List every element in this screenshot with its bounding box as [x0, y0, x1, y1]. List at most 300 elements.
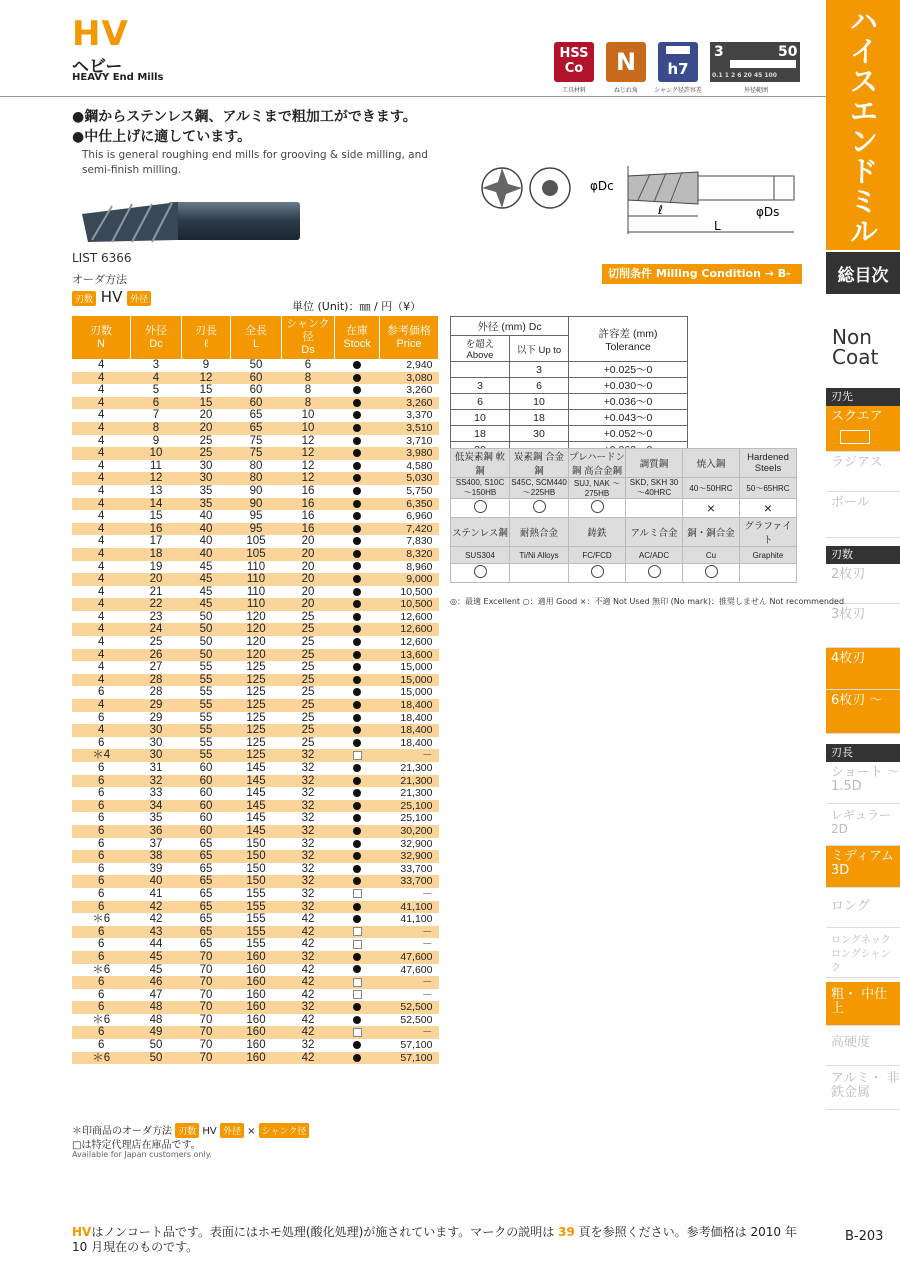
- cell-price: －: [380, 1026, 439, 1039]
- cell-flutes: 6: [72, 1026, 131, 1039]
- cell-shank: 20: [301, 535, 315, 548]
- material-name: アルミ合金: [626, 518, 683, 547]
- cell-flutes: 6: [72, 901, 131, 914]
- cell-stock: [335, 964, 380, 977]
- cell-flute-length: 60: [182, 800, 231, 813]
- cell-diameter: 39: [149, 862, 163, 875]
- material-name: 炭素鋼 合金鋼: [510, 449, 569, 478]
- cell-overall-length: 110: [246, 560, 266, 573]
- material-spec: SKD, SKH 30～40HRC: [626, 478, 683, 499]
- tolerance-row: [451, 426, 688, 442]
- cell-price: 30,200: [380, 825, 439, 838]
- cell-diameter: 48: [149, 1013, 163, 1026]
- cell-flute-length: 50: [199, 610, 213, 623]
- cell-stock: [335, 1001, 380, 1014]
- sidebar-item-medium[interactable]: [826, 846, 900, 888]
- cell-overall-length: 75: [249, 434, 263, 447]
- cell-shank: 42: [301, 938, 315, 951]
- material-suitability: [683, 564, 740, 583]
- cell-flute-length: 9: [202, 359, 210, 371]
- material-mark-row: [451, 499, 797, 518]
- sidebar-item-aluminum[interactable]: [826, 1066, 900, 1110]
- order-code: [72, 288, 151, 306]
- cell-shank: 42: [282, 976, 335, 989]
- col-en: Stock: [343, 337, 371, 350]
- cell-overall-length: 95: [249, 510, 263, 523]
- cell-stock: [335, 510, 380, 523]
- table-row: [72, 800, 439, 813]
- cell-overall-length: 160: [231, 951, 282, 964]
- table-row: [72, 384, 439, 397]
- cell-flute-length: 65: [182, 850, 231, 863]
- sidebar-item-label: ボール: [831, 495, 870, 510]
- sidebar-section-length: 刃長: [826, 744, 900, 762]
- table-row: [72, 787, 439, 800]
- cell-diameter: 20: [131, 573, 182, 586]
- cell-price: 41,100: [400, 913, 433, 926]
- sidebar-item-3-flute[interactable]: [826, 604, 900, 648]
- cell-flutes: 6: [98, 787, 105, 800]
- cell-shank: 42: [282, 1052, 335, 1065]
- cell-flutes: 6: [72, 800, 131, 813]
- cell-shank: 25: [301, 736, 315, 749]
- sidebar-item-regular[interactable]: [826, 804, 900, 846]
- cell-stock: [335, 825, 380, 838]
- cell-overall-length: 125: [246, 661, 266, 674]
- sidebar-item-label: 6枚刃 ～: [831, 693, 883, 708]
- table-row: [72, 397, 439, 410]
- table-row: [72, 535, 439, 548]
- table-row: [72, 712, 439, 725]
- col-jp: シャンク径: [286, 318, 330, 343]
- table-row: [72, 724, 439, 737]
- sidebar-item-radius[interactable]: [826, 452, 900, 492]
- cell-price: 7,420: [380, 523, 439, 536]
- cell-shank: 25: [301, 610, 315, 623]
- cell-diameter: 30: [131, 724, 182, 737]
- table-row: [72, 913, 439, 926]
- bottom-text-1: はノンコート品です。表面にはホモ処理(酸化処理)が施されています。マークの説明は: [91, 1225, 555, 1239]
- cell-shank: 32: [301, 887, 315, 900]
- table-row: [72, 510, 439, 523]
- cell-shank: 10: [301, 409, 315, 422]
- cell-stock: [335, 901, 380, 914]
- cell-flutes: 6: [72, 926, 131, 939]
- cell-diameter: 48: [131, 1001, 182, 1014]
- cell-diameter: 32: [131, 775, 182, 788]
- agent-stock-icon: [353, 990, 362, 999]
- cell-stock: [335, 976, 380, 989]
- col-flute-length: [182, 316, 231, 359]
- cell-diameter: 11: [150, 459, 162, 472]
- cell-flutes: ＊4: [72, 749, 131, 762]
- general-index-link[interactable]: 総目次: [826, 252, 900, 294]
- good-icon: [705, 565, 718, 578]
- cell-stock: [335, 1052, 380, 1065]
- cell-flute-length: 70: [182, 976, 231, 989]
- material-spec: SUS304: [451, 547, 510, 564]
- cell-flute-length: 40: [199, 535, 213, 548]
- product-kana: ヘビー: [72, 57, 123, 77]
- cell-flute-length: 30: [182, 472, 231, 485]
- cell-flute-length: 60: [199, 812, 213, 825]
- cell-shank: 42: [301, 1013, 315, 1026]
- cell-price: －: [422, 938, 433, 951]
- sidebar-item-6-flute[interactable]: [826, 690, 900, 734]
- cell-flutes: 6: [72, 775, 131, 788]
- product-table: [72, 316, 439, 1064]
- table-row: [72, 888, 439, 901]
- cell-diameter: 15: [149, 510, 163, 523]
- cell-diameter: 6: [131, 397, 182, 410]
- cell-shank: 32: [282, 775, 335, 788]
- cell-diameter: 49: [131, 1026, 182, 1039]
- col-jp: 刃数: [90, 324, 112, 337]
- order-method-label: オーダ方法: [72, 273, 127, 286]
- bottom-note: [72, 1225, 812, 1255]
- cell-overall-length: 125: [231, 749, 282, 762]
- cell-price: 21,300: [400, 762, 433, 774]
- cell-diameter: 3: [152, 359, 160, 371]
- cell-price: 47,600: [400, 963, 433, 976]
- cell-shank: 8: [304, 384, 312, 397]
- sidebar-item-label: 高硬度: [831, 1035, 871, 1050]
- cell-overall-length: 155: [246, 913, 266, 926]
- badge-caption: シャンク径許容差: [654, 87, 702, 94]
- tol-above: 18: [451, 426, 510, 442]
- cell-overall-length: 80: [249, 459, 263, 472]
- cell-price: －: [422, 887, 433, 900]
- in-stock-icon: [353, 437, 361, 445]
- cell-flute-length: 55: [199, 711, 213, 724]
- cell-diameter: 25: [149, 636, 163, 649]
- cell-overall-length: 155: [231, 901, 282, 914]
- order-chip-flutes: 刃数: [175, 1123, 199, 1138]
- cell-diameter: 26: [131, 649, 182, 662]
- cell-flute-length: 12: [182, 372, 231, 385]
- cell-price: 6,960: [406, 510, 433, 523]
- in-stock-icon: [353, 487, 361, 495]
- in-stock-icon: [353, 840, 361, 848]
- col-jp: 参考価格: [387, 324, 431, 337]
- col-shank-dia: [282, 316, 335, 359]
- cell-shank: 32: [301, 812, 315, 825]
- col-overall-length: [231, 316, 282, 359]
- cell-flutes: 6: [72, 1001, 131, 1014]
- cell-diameter: 16: [131, 523, 182, 536]
- cell-flute-length: 65: [199, 862, 213, 875]
- cell-diameter: 5: [152, 384, 160, 397]
- cell-flute-length: 65: [199, 938, 213, 951]
- material-sub-row: [451, 547, 797, 564]
- cell-stock: [335, 435, 380, 448]
- table-row: [72, 611, 439, 624]
- tolerance-row: [451, 378, 688, 394]
- sidebar-item-label: 3枚刃: [831, 607, 866, 622]
- material-suitability: [626, 499, 683, 518]
- cell-flutes: ＊6: [72, 1052, 131, 1065]
- cell-overall-length: 125: [246, 686, 266, 699]
- cell-stock: [335, 800, 380, 813]
- material-mark-row: [451, 564, 797, 583]
- cell-flutes: 4: [98, 636, 105, 649]
- cell-diameter: 27: [149, 661, 163, 674]
- scale-caption: 外径範囲: [743, 87, 768, 94]
- cell-price: 12,600: [400, 636, 433, 649]
- cell-flute-length: 30: [199, 459, 213, 472]
- order-chip-diameter: 外径: [127, 291, 151, 306]
- cell-flutes: 4: [72, 472, 131, 485]
- feature-bullet-1: ●鋼からステンレス鋼、アルミまで粗加工ができます。: [72, 109, 417, 125]
- tol-upto: 3: [510, 362, 569, 378]
- cell-overall-length: 155: [231, 926, 282, 939]
- cell-overall-length: 145: [246, 812, 266, 825]
- material-suitability: [626, 564, 683, 583]
- cell-price: 3,510: [380, 422, 439, 435]
- col-stock: [335, 316, 380, 359]
- cell-stock: [335, 938, 380, 951]
- order-code-name: HV: [100, 288, 123, 306]
- cell-overall-length: 160: [246, 988, 266, 1001]
- cell-stock: [335, 384, 380, 397]
- feature-bullet-2: ●中仕上げに適しています。: [72, 129, 252, 145]
- in-stock-icon: [353, 777, 361, 785]
- material-spec: 50～65HRC: [740, 478, 797, 499]
- cell-stock: [335, 951, 380, 964]
- sidebar-item-label: スクエア: [831, 409, 883, 424]
- sidebar-section-tip: 刃先: [826, 388, 900, 406]
- good-icon: [591, 565, 604, 578]
- tolerance-row: [451, 362, 688, 378]
- cell-price: 5,030: [380, 472, 439, 485]
- material-name: 焼入鋼: [683, 449, 740, 478]
- sidebar-item-high-hardness[interactable]: [826, 1026, 900, 1066]
- cell-flute-length: 70: [199, 1013, 213, 1026]
- cell-shank: 25: [301, 661, 315, 674]
- in-stock-icon: [353, 537, 361, 545]
- cell-flutes: 4: [72, 422, 131, 435]
- agent-stock-icon: [353, 978, 362, 987]
- cell-shank: 20: [301, 585, 315, 598]
- material-suitability: [683, 499, 740, 518]
- cell-flutes: ＊6: [92, 1013, 111, 1026]
- table-header-row: [72, 316, 439, 359]
- tol-header-dia: 外径 (mm) Dc: [451, 317, 569, 336]
- cell-flute-length: 55: [182, 724, 231, 737]
- table-row: [72, 1001, 439, 1014]
- table-row: [72, 838, 439, 851]
- cell-flutes: 6: [98, 762, 105, 774]
- cell-shank: 42: [282, 1026, 335, 1039]
- badge-caption: ねじれ角: [613, 87, 638, 94]
- cell-overall-length: 60: [231, 397, 282, 410]
- cell-diameter: 21: [149, 585, 163, 598]
- cell-overall-length: 50: [249, 359, 263, 371]
- cell-flute-length: 50: [199, 636, 213, 649]
- shank-tolerance-badge: [658, 42, 698, 82]
- table-row: [72, 1039, 439, 1052]
- cell-price: 8,960: [406, 560, 433, 573]
- cell-stock: [335, 359, 380, 372]
- cell-overall-length: 105: [231, 548, 282, 561]
- cell-flutes: 6: [98, 812, 105, 825]
- cell-flute-length: 70: [182, 1052, 231, 1065]
- cell-stock: [335, 598, 380, 611]
- cell-price: 33,700: [380, 875, 439, 888]
- table-row: [72, 875, 439, 888]
- cell-price: 3,260: [406, 384, 433, 397]
- cell-stock: [335, 888, 380, 901]
- cell-shank: 16: [301, 510, 315, 523]
- tolerance-row: [451, 410, 688, 426]
- good-icon: [533, 500, 546, 513]
- cell-price: 52,500: [400, 1013, 433, 1026]
- cell-flutes: 4: [98, 359, 105, 371]
- cell-stock: [335, 699, 380, 712]
- cell-overall-length: 125: [231, 724, 282, 737]
- cell-overall-length: 160: [246, 1039, 266, 1052]
- product-title: HV: [72, 14, 129, 54]
- table-row: [72, 825, 439, 838]
- cell-overall-length: 160: [231, 1026, 282, 1039]
- table-row: [72, 435, 439, 448]
- cutting-condition-link[interactable]: 切削条件 Milling Condition → B-282: [602, 264, 802, 284]
- tolerance-row: [451, 394, 688, 410]
- material-header-row: [451, 518, 797, 547]
- not-used-icon: ×: [763, 500, 773, 516]
- materials-table: [450, 448, 797, 583]
- table-row: [72, 901, 439, 914]
- cell-shank: 42: [301, 963, 315, 976]
- cell-diameter: 9: [152, 434, 160, 447]
- table-row: [72, 422, 439, 435]
- sidebar-item-label: レギュラー 2D: [831, 808, 892, 836]
- cell-flute-length: 55: [182, 749, 231, 762]
- agent-stock-icon: [353, 751, 362, 760]
- cell-diameter: 40: [131, 875, 182, 888]
- cell-flute-length: 45: [182, 598, 231, 611]
- cell-flute-length: 55: [199, 686, 213, 699]
- agent-stock-icon: [353, 940, 362, 949]
- cell-flute-length: 20: [199, 409, 213, 422]
- sidebar-item-short[interactable]: [826, 762, 900, 804]
- cell-overall-length: 120: [246, 610, 266, 623]
- cell-stock: [335, 422, 380, 435]
- material-suitability: [510, 499, 569, 518]
- cell-flute-length: 65: [199, 837, 213, 850]
- material-header-row: [451, 449, 797, 478]
- tol-header-tol: [569, 317, 688, 362]
- in-stock-icon: [353, 638, 361, 646]
- cell-stock: [335, 460, 380, 473]
- cell-flute-length: 15: [199, 384, 213, 397]
- table-row: [72, 1052, 439, 1065]
- cell-price: 10,500: [400, 585, 433, 598]
- square-tip-icon: [840, 430, 870, 444]
- cell-price: 3,980: [380, 447, 439, 460]
- cell-flutes: 6: [72, 875, 131, 888]
- cell-price: 13,600: [380, 649, 439, 662]
- col-en: L: [252, 337, 260, 350]
- sidebar-item-square[interactable]: [826, 406, 900, 452]
- description-line: semi-finish milling.: [82, 164, 182, 176]
- col-diameter: [131, 316, 182, 359]
- cell-flute-length: 55: [182, 699, 231, 712]
- cell-flutes: 4: [72, 649, 131, 662]
- cell-price: 25,100: [400, 812, 433, 825]
- in-stock-icon: [353, 1016, 361, 1024]
- sidebar-item-long[interactable]: [826, 888, 900, 928]
- end-mill-photo: [78, 192, 304, 252]
- in-stock-icon: [353, 852, 361, 860]
- cell-overall-length: 145: [246, 762, 266, 774]
- cell-shank: 42: [301, 913, 315, 926]
- cell-price: 18,400: [400, 711, 433, 724]
- table-row: [72, 636, 439, 649]
- cell-diameter: 29: [149, 711, 163, 724]
- cell-overall-length: 125: [231, 699, 282, 712]
- material-name: ステンレス鋼: [451, 518, 510, 547]
- cell-overall-length: 150: [231, 875, 282, 888]
- cell-shank: 20: [282, 548, 335, 561]
- cell-flutes: 6: [72, 951, 131, 964]
- cell-price: 21,300: [400, 787, 433, 800]
- cell-flutes: 6: [72, 850, 131, 863]
- material-suitability: [569, 564, 626, 583]
- page-number: B-203: [845, 1229, 884, 1244]
- cell-flutes: 4: [72, 573, 131, 586]
- scale-bar: [730, 60, 796, 68]
- sidebar-item-label: 粗・ 中仕上: [831, 987, 888, 1016]
- in-stock-icon: [353, 915, 361, 923]
- diagram-overall-length-label: L: [714, 219, 721, 233]
- cell-overall-length: 145: [231, 800, 282, 813]
- cell-flutes: 4: [98, 585, 105, 598]
- helix-badge: N: [606, 42, 646, 82]
- cell-flutes: 4: [98, 510, 105, 523]
- table-row: [72, 863, 439, 876]
- sidebar-item-roughing[interactable]: [826, 982, 900, 1026]
- sidebar-item-label: ロング: [831, 899, 870, 914]
- sidebar-item-label: ラジアス: [831, 455, 883, 470]
- cell-flute-length: 40: [182, 523, 231, 536]
- materials-legend: ◎：最適 Excellent ○：適用 Good ×：不適 Not Used 無印 (No mark)：推奨しません Not recommended: [450, 597, 845, 606]
- cell-diameter: 8: [131, 422, 182, 435]
- cell-stock: [335, 850, 380, 863]
- bottom-page-ref[interactable]: 39: [558, 1225, 575, 1239]
- cell-price: －: [422, 988, 433, 1001]
- sidebar-item-long-neck[interactable]: [826, 928, 900, 978]
- material-suitability: [569, 499, 626, 518]
- sidebar-item-4-flute[interactable]: [826, 648, 900, 690]
- col-en: Dc: [149, 337, 163, 350]
- in-stock-icon: [353, 386, 361, 394]
- sidebar-item-ball[interactable]: [826, 492, 900, 538]
- in-stock-icon: [353, 500, 361, 508]
- tol-header-upto: 以下 Up to: [510, 336, 569, 362]
- cell-stock: [335, 372, 380, 385]
- cell-price: 21,300: [380, 775, 439, 788]
- cell-flute-length: 55: [199, 736, 213, 749]
- in-stock-icon: [353, 663, 361, 671]
- cell-shank: 25: [282, 724, 335, 737]
- table-row: [72, 674, 439, 687]
- cell-price: 10,500: [380, 598, 439, 611]
- cell-shank: 12: [282, 472, 335, 485]
- cell-shank: 16: [282, 523, 335, 536]
- cell-flutes: 6: [98, 1039, 105, 1052]
- cell-price: 15,000: [400, 661, 433, 674]
